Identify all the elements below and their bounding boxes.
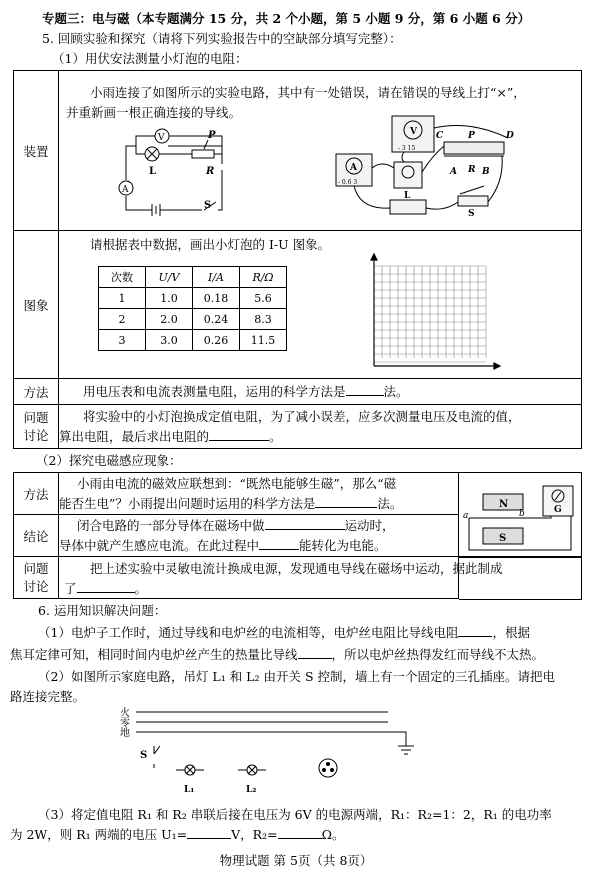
phys-label-V: V <box>410 127 417 137</box>
magnet-label-G: G <box>554 505 562 515</box>
device-text-2: 并重新画一根正确连接的导线。 <box>66 105 242 120</box>
phys-meter-scale: - 0.6 3 <box>338 179 358 186</box>
q6-p3-line1: （3）将定值电阻 R₁ 和 R₂ 串联后接在电压为 6V 的电源两端，R₁：R₂=1：2，R₁ 的电功率 <box>38 807 552 822</box>
phys-label-S: S <box>468 209 475 219</box>
magnet-label-b: b <box>519 509 525 519</box>
q6-p3-line2: 为 2W，则 R₁ 两端的电压 U₁= V，R₂= Ω。 <box>10 827 345 842</box>
lamp-label-l2: L₂ <box>246 785 257 795</box>
label-R: R <box>206 166 215 177</box>
label-A: A <box>122 185 129 195</box>
magnet-figure <box>459 472 581 556</box>
iu-graph-grid[interactable] <box>368 252 508 374</box>
cell: 3 <box>99 330 146 351</box>
q6-intro: 6. 运用知识解决问题： <box>38 603 167 618</box>
wire-label-neutral: 零 <box>120 718 130 729</box>
q6-p3-blank2[interactable] <box>278 826 322 839</box>
table-row <box>99 288 287 309</box>
earth-wire[interactable] <box>136 732 406 746</box>
q6-p2-line1: （2）如图所示家庭电路，吊灯 L₁ 和 L₂ 由开关 S 控制，墙上有一个固定的三孔插座。请把电 <box>38 669 555 684</box>
discuss2-row-extension <box>459 556 582 600</box>
phys-label-P: P <box>468 131 475 141</box>
q5-intro-text: 5. 回顾实验和探究（请将下列实验报告中的空缺部分填写完整）： <box>42 31 402 46</box>
cell: 5.6 <box>240 288 287 309</box>
method-cell: 用电压表和电流表测量电阻，运用的科学方法是 法。 <box>59 379 582 405</box>
cell: 2.0 <box>146 309 193 330</box>
phys-label-C: C <box>436 131 444 141</box>
phys-label-A: A <box>350 163 357 173</box>
cell: 8.3 <box>240 309 287 330</box>
three-hole-socket <box>319 759 337 777</box>
phys-label-D: D <box>506 131 514 141</box>
th-voltage: U/V <box>146 267 193 288</box>
circuit-schematic <box>112 124 232 224</box>
conclusion-blank-2[interactable] <box>259 537 299 550</box>
discuss2-blank[interactable] <box>77 580 135 593</box>
magnet-label-N: N <box>499 499 509 510</box>
label-V: V <box>158 133 165 143</box>
cell: 11.5 <box>240 330 287 351</box>
q6-p1-blank2[interactable] <box>298 646 332 659</box>
method2-cell: 小雨由电流的磁效应联想到：“既然电能够生磁”，那么“磁 能否生电”？小雨提出问题时运用的科学方法是 法。 <box>59 473 459 515</box>
row-label-method: 方法 <box>14 379 59 405</box>
section-title: 专题三：电与磁（本专题满分 15 分，共 2 个小题，第 5 小题 9 分，第 6 小题 6 分） <box>42 11 531 26</box>
household-circuit[interactable] <box>118 706 418 802</box>
phys-label-R: R <box>468 165 476 175</box>
magnet-label-a: a <box>463 511 469 521</box>
cell: 0.24 <box>193 309 240 330</box>
discuss2-text-1: 把上述实验中灵敏电流计换成电源，发现通电导线在磁场中运动，据此制成 <box>90 561 503 576</box>
cell: 1.0 <box>146 288 193 309</box>
wire-label-earth: 地 <box>120 728 130 739</box>
magnet-label-S: S <box>499 533 507 544</box>
cell: 0.18 <box>193 288 240 309</box>
q6-p1-line2: 焦耳定律可知，相同时间内电炉丝产生的热量比导线 ，所以电炉丝热得发红而导线不太热。 <box>10 647 545 662</box>
method-blank[interactable] <box>346 383 384 396</box>
data-table <box>98 266 287 351</box>
lamp-label-l1: L₁ <box>184 785 195 795</box>
cell: 3.0 <box>146 330 193 351</box>
discuss-cell: 将实验中的小灯泡换成定值电阻，为了减小误差，应多次测量电压及电流的值， 算出电阻，最后求出电阻的 。 <box>59 405 582 449</box>
q5-part1-title: （1）用伏安法测量小灯泡的电阻： <box>52 51 248 66</box>
conclusion-cell: 闭合电路的一部分导体在磁场中做 运动时， 导体中就产生感应电流。在此过程中 能转化为电能。 <box>59 515 459 557</box>
row-label-graph: 图象 <box>14 231 59 379</box>
phys-volt-scale: - 3 15 <box>398 145 416 152</box>
q6-p3-blank1[interactable] <box>187 826 231 839</box>
table-row <box>99 309 287 330</box>
conclusion-blank-1[interactable] <box>265 517 345 530</box>
page-footer: 物理试题 第 5页（共 8页） <box>219 853 373 868</box>
row2-label-conclusion: 结论 <box>14 515 59 557</box>
phys-label-B: B <box>482 167 490 177</box>
graph-text: 请根据表中数据，画出小灯泡的 I-U 图象。 <box>90 237 331 252</box>
q6-p1-line1: （1）电炉子工作时，通过导线和电炉丝的电流相等，电炉丝电阻比导线电阻 ，根据 <box>38 625 530 640</box>
cell: 1 <box>99 288 146 309</box>
phys-label-L: L <box>404 191 411 201</box>
discuss2-text-2: 了 。 <box>64 581 148 596</box>
device-text-1: 小雨连接了如图所示的实验电路，其中有一处错误，请在错误的导线上打“×”， <box>90 85 526 100</box>
row-label-device: 装置 <box>14 71 59 231</box>
switch-label: S <box>140 750 148 761</box>
row2-label-discuss: 问题 讨论 <box>14 557 59 599</box>
cell: 0.26 <box>193 330 240 351</box>
label-P: P <box>208 130 216 141</box>
table-row <box>99 330 287 351</box>
th-current: I/A <box>193 267 240 288</box>
discuss-blank[interactable] <box>209 428 269 441</box>
th-resistance: R/Ω <box>240 267 287 288</box>
method2-blank[interactable] <box>315 495 377 508</box>
wire-label-live: 火 <box>120 708 130 719</box>
cell: 2 <box>99 309 146 330</box>
q5-part2-title: （2）探究电磁感应现象： <box>36 453 182 468</box>
th-count: 次数 <box>99 267 146 288</box>
phys-label-A2: A <box>450 167 457 177</box>
table-header-row <box>99 267 287 288</box>
row2-label-method: 方法 <box>14 473 59 515</box>
rheostat-symbol <box>192 150 214 158</box>
physical-circuit <box>320 112 520 220</box>
label-L: L <box>149 166 157 177</box>
q6-p2-line2: 路连接完整。 <box>10 689 86 704</box>
label-S: S <box>204 200 212 211</box>
q6-p1-blank1[interactable] <box>458 624 492 637</box>
q5-intro <box>42 30 402 48</box>
row-label-discuss: 问题 讨论 <box>14 405 59 449</box>
